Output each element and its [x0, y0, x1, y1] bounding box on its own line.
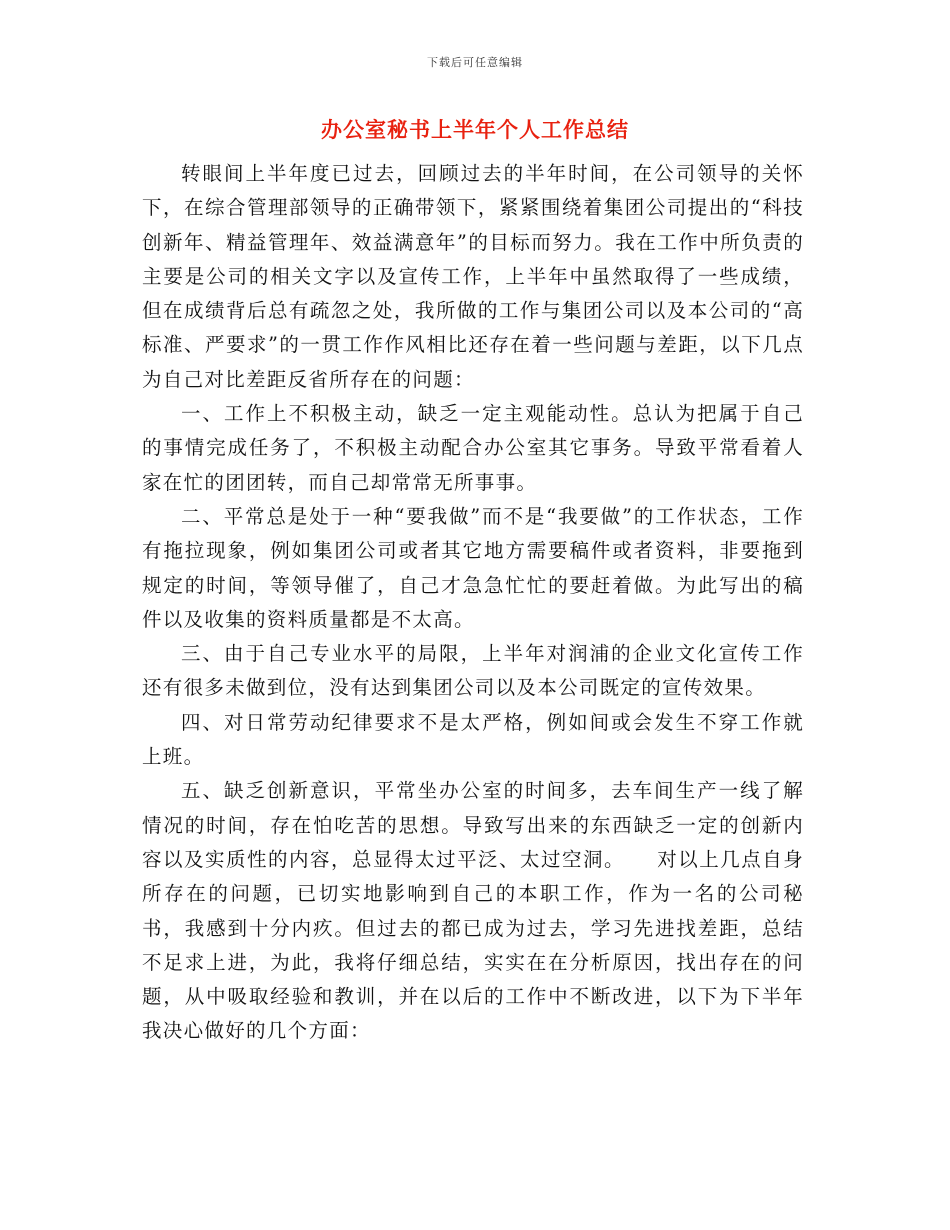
document-body: [142, 157, 804, 1049]
paragraph-point-1: 一、工作上不积极主动，缺乏一定主观能动性。总认为把属于自己的事情完成任务了，不积极主动配合办公室其它事务。导致平常看着人家在忙的团团转，而自己却常常无所事事。: [142, 402, 804, 494]
paragraph-point-2: 二、平常总是处于一种“要我做”而不是“我要做”的工作状态，工作有拖拉现象，例如集团公司或者其它地方需要稿件或者资料，非要拖到规定的时间，等领导催了，自己才急急忙忙的要赶着做。为此写出的稿件以及收集的资料质量都是不太高。: [142, 504, 804, 631]
header-note: 下载后可任意编辑: [427, 56, 523, 69]
paragraph-point-5: 五、缺乏创新意识，平常坐办公室的时间多，去车间生产一线了解情况的时间，存在怕吃苦的思想。导致写出来的东西缺乏一定的创新内容以及实质性的内容，总显得太过平泛、太过空洞。 对以上几点自身所存在的问题，已切实地影响到自己的本职工作，作为一名的公司秘书，我感到十分内疚。但过去的都已成为过去，学习先进找差距，总结不足求上进，为此，我将仔细总结，实实在在分析原因，找出存在的问题，从中吸取经验和教训，并在以后的工作中不断改进，以下为下半年我决心做好的几个方面：: [142, 779, 804, 1043]
paragraph-intro: 转眼间上半年度已过去，回顾过去的半年时间，在公司领导的关怀下，在综合管理部领导的正确带领下，紧紧围绕着集团公司提出的“科技创新年、精益管理年、效益满意年”的目标而努力。我在工作中所负责的主要是公司的相关文字以及宣传工作，上半年中虽然取得了一些成绩，但在成绩背后总有疏忽之处，我所做的工作与集团公司以及本公司的“高标准、严要求”的一贯工作作风相比还存在着一些问题与差距，以下几点为自己对比差距反省所存在的问题：: [142, 162, 804, 391]
paragraph-point-3: 三、由于自己专业水平的局限，上半年对润浦的企业文化宣传工作还有很多未做到位，没有达到集团公司以及本公司既定的宣传效果。: [142, 642, 804, 700]
document-title: 办公室秘书上半年个人工作总结: [321, 117, 629, 142]
paragraph-point-4: 四、对日常劳动纪律要求不是太严格，例如间或会发生不穿工作就上班。: [142, 710, 804, 769]
